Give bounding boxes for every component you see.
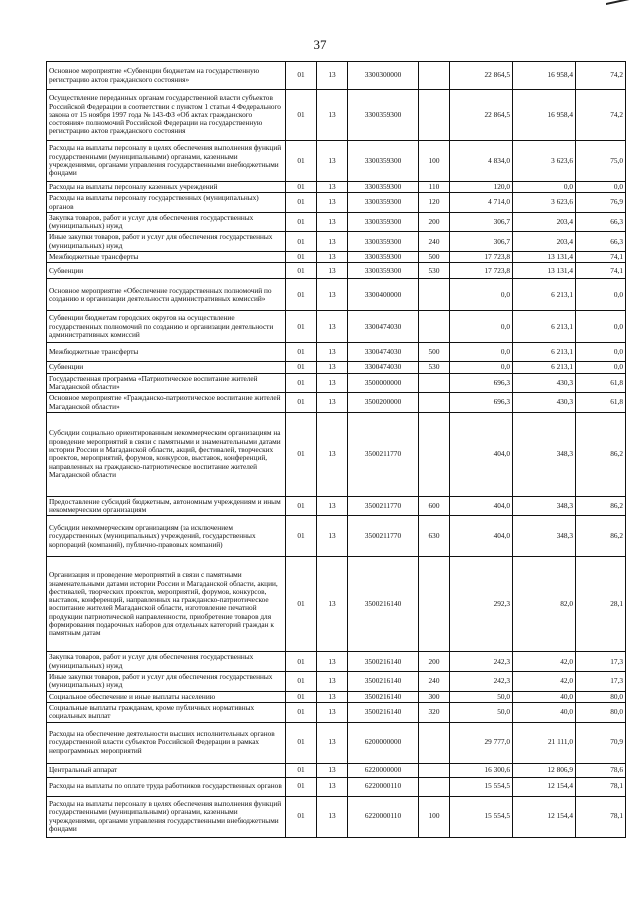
planned-amount: 22 864,5 (450, 90, 513, 141)
table-row (47, 373, 626, 393)
subsection-code: 13 (317, 263, 348, 279)
table-row (47, 652, 626, 672)
target-article-code: 3300300000 (348, 62, 419, 90)
execution-percent: 74,1 (576, 252, 626, 263)
expense-type-code (419, 62, 450, 90)
row-name: Основное мероприятие «Гражданско-патриотическое воспитание жителей Магаданской области» (47, 393, 286, 413)
row-name: Расходы на выплаты персоналу в целях обеспечения выполнения функций государственными (муниципальными) органами, казенными учреждениями, органами управления государственными внебюджетными фондами (47, 141, 286, 182)
section-code: 01 (286, 263, 317, 279)
expense-type-code: 110 (419, 182, 450, 193)
expense-type-code (419, 90, 450, 141)
execution-percent: 75,0 (576, 141, 626, 182)
table-row (47, 232, 626, 252)
target-article-code: 3300400000 (348, 279, 419, 311)
execution-percent: 28,1 (576, 557, 626, 652)
section-code: 01 (286, 62, 317, 90)
planned-amount: 50,0 (450, 691, 513, 702)
row-name: Расходы на выплаты персоналу государственных (муниципальных) органов (47, 193, 286, 213)
expense-type-code: 300 (419, 691, 450, 702)
expense-type-code (419, 373, 450, 393)
subsection-code: 13 (317, 343, 348, 362)
table-row (47, 212, 626, 232)
table-row (47, 777, 626, 796)
expense-type-code: 100 (419, 796, 450, 837)
execution-percent: 66,3 (576, 212, 626, 232)
row-name: Межбюджетные трансферты (47, 343, 286, 362)
subsection-code: 13 (317, 182, 348, 193)
section-code: 01 (286, 252, 317, 263)
table-row (47, 279, 626, 311)
planned-amount: 120,0 (450, 182, 513, 193)
planned-amount: 696,3 (450, 373, 513, 393)
subsection-code: 13 (317, 252, 348, 263)
executed-amount: 6 213,1 (513, 343, 576, 362)
section-code: 01 (286, 193, 317, 213)
expense-type-code: 600 (419, 496, 450, 516)
execution-percent: 74,2 (576, 90, 626, 141)
executed-amount: 12 154,4 (513, 796, 576, 837)
subsection-code: 13 (317, 212, 348, 232)
executed-amount: 0,0 (513, 182, 576, 193)
planned-amount: 242,3 (450, 672, 513, 692)
target-article-code: 3500211770 (348, 496, 419, 516)
execution-percent: 78,6 (576, 763, 626, 777)
table-row (47, 763, 626, 777)
executed-amount: 82,0 (513, 557, 576, 652)
execution-percent: 0,0 (576, 182, 626, 193)
subsection-code: 13 (317, 652, 348, 672)
executed-amount: 430,3 (513, 393, 576, 413)
section-code: 01 (286, 496, 317, 516)
planned-amount: 404,0 (450, 496, 513, 516)
subsection-code: 13 (317, 557, 348, 652)
execution-percent: 0,0 (576, 343, 626, 362)
target-article-code: 3300359300 (348, 232, 419, 252)
target-article-code: 3500216140 (348, 691, 419, 702)
expense-type-code: 630 (419, 516, 450, 557)
section-code: 01 (286, 777, 317, 796)
target-article-code: 3500216140 (348, 702, 419, 722)
section-code: 01 (286, 343, 317, 362)
row-name: Закупка товаров, работ и услуг для обеспечения государственных (муниципальных) нужд (47, 652, 286, 672)
row-name: Организация и проведение мероприятий в связи с памятными знаменательными датами истории России и Магаданской области, акции, фестивалей, творческих проектов, мероприятий, форумов, конкурсов, выставок, конференций, направленных на гражданско-патриотическое воспитание жителей Магаданской области, изготовление печатной продукции патриотической направленности, приобретение товаров для формирования подарочных наборов для отдельных категорий граждан к памятным датам (47, 557, 286, 652)
expense-type-code: 500 (419, 343, 450, 362)
subsection-code: 13 (317, 796, 348, 837)
target-article-code: 6220000110 (348, 777, 419, 796)
expense-type-code (419, 279, 450, 311)
planned-amount: 306,7 (450, 212, 513, 232)
table-row (47, 722, 626, 763)
section-code: 01 (286, 141, 317, 182)
planned-amount: 292,3 (450, 557, 513, 652)
row-name: Расходы на выплаты персоналу в целях обеспечения выполнения функций государственными (муниципальными) органами, казенными учреждениями, органами управления государственными внебюджетными фондами (47, 796, 286, 837)
table-row (47, 193, 626, 213)
table-row (47, 343, 626, 362)
row-name: Расходы на обеспечение деятельности высших исполнительных органов государственной власти субъектов Российской Федерации в рамках непрограммных мероприятий (47, 722, 286, 763)
section-code: 01 (286, 557, 317, 652)
row-name: Государственная программа «Патриотическое воспитание жителей Магаданской области» (47, 373, 286, 393)
section-code: 01 (286, 796, 317, 837)
section-code: 01 (286, 311, 317, 343)
target-article-code: 3500211770 (348, 412, 419, 496)
table-row (47, 141, 626, 182)
row-name: Центральный аппарат (47, 763, 286, 777)
table-row (47, 362, 626, 373)
execution-percent: 66,3 (576, 232, 626, 252)
subsection-code: 13 (317, 722, 348, 763)
target-article-code: 3300474030 (348, 311, 419, 343)
subsection-code: 13 (317, 141, 348, 182)
planned-amount: 242,3 (450, 652, 513, 672)
planned-amount: 22 864,5 (450, 62, 513, 90)
planned-amount: 0,0 (450, 362, 513, 373)
section-code: 01 (286, 212, 317, 232)
planned-amount: 15 554,5 (450, 796, 513, 837)
target-article-code: 3500216140 (348, 672, 419, 692)
subsection-code: 13 (317, 763, 348, 777)
expense-type-code (419, 412, 450, 496)
table-row (47, 672, 626, 692)
section-code: 01 (286, 763, 317, 777)
planned-amount: 15 554,5 (450, 777, 513, 796)
target-article-code: 3300474030 (348, 362, 419, 373)
section-code: 01 (286, 516, 317, 557)
executed-amount: 348,3 (513, 516, 576, 557)
row-name: Иные закупки товаров, работ и услуг для обеспечения государственных (муниципальных) нужд (47, 232, 286, 252)
row-name: Осуществление переданных органам государственной власти субъектов Российской Федерации в соответствии с пунктом 1 статьи 4 Федерального закона от 15 ноября 1997 года № 143-ФЗ «Об актах гражданского состояния» полномочий Российской Федерации на государственную регистрацию актов гражданского состояния (47, 90, 286, 141)
row-name: Субвенции бюджетам городских округов на осуществление государственных полномочий по созданию и организации деятельности административных комиссий (47, 311, 286, 343)
table-row (47, 263, 626, 279)
planned-amount: 404,0 (450, 516, 513, 557)
executed-amount: 21 111,0 (513, 722, 576, 763)
planned-amount: 404,0 (450, 412, 513, 496)
table-row (47, 557, 626, 652)
executed-amount: 430,3 (513, 373, 576, 393)
section-code: 01 (286, 232, 317, 252)
row-name: Расходы на выплаты по оплате труда работников государственных органов (47, 777, 286, 796)
target-article-code: 3300359300 (348, 90, 419, 141)
subsection-code: 13 (317, 393, 348, 413)
executed-amount: 12 154,4 (513, 777, 576, 796)
target-article-code: 3500200000 (348, 393, 419, 413)
executed-amount: 3 623,6 (513, 141, 576, 182)
row-name: Субвенции (47, 263, 286, 279)
executed-amount: 13 131,4 (513, 252, 576, 263)
expense-type-code: 120 (419, 193, 450, 213)
section-code: 01 (286, 652, 317, 672)
executed-amount: 42,0 (513, 652, 576, 672)
execution-percent: 0,0 (576, 311, 626, 343)
scan-corner-mark (606, 0, 634, 15)
execution-percent: 61,8 (576, 393, 626, 413)
subsection-code: 13 (317, 516, 348, 557)
table-row (47, 393, 626, 413)
execution-percent: 80,0 (576, 702, 626, 722)
subsection-code: 13 (317, 373, 348, 393)
section-code: 01 (286, 702, 317, 722)
execution-percent: 86,2 (576, 516, 626, 557)
expense-type-code: 530 (419, 263, 450, 279)
expense-type-code (419, 777, 450, 796)
planned-amount: 29 777,0 (450, 722, 513, 763)
target-article-code: 3500216140 (348, 557, 419, 652)
planned-amount: 16 300,6 (450, 763, 513, 777)
expense-type-code (419, 722, 450, 763)
execution-percent: 17,3 (576, 672, 626, 692)
expense-type-code (419, 393, 450, 413)
subsection-code: 13 (317, 691, 348, 702)
row-name: Социальные выплаты гражданам, кроме публичных нормативных социальных выплат (47, 702, 286, 722)
executed-amount: 13 131,4 (513, 263, 576, 279)
target-article-code: 3300359300 (348, 182, 419, 193)
expense-type-code (419, 557, 450, 652)
expense-type-code: 200 (419, 652, 450, 672)
section-code: 01 (286, 672, 317, 692)
expense-type-code (419, 311, 450, 343)
page-number: 37 (313, 37, 327, 52)
execution-percent: 86,2 (576, 412, 626, 496)
executed-amount: 40,0 (513, 691, 576, 702)
row-name: Социальное обеспечение и иные выплаты населению (47, 691, 286, 702)
target-article-code: 3500211770 (348, 516, 419, 557)
subsection-code: 13 (317, 777, 348, 796)
planned-amount: 0,0 (450, 311, 513, 343)
row-name: Субсидии некоммерческим организациям (за исключением государственных (муниципальных) учреждений, государственных корпораций (компаний), публично-правовых компаний) (47, 516, 286, 557)
executed-amount: 6 213,1 (513, 362, 576, 373)
table-row (47, 516, 626, 557)
executed-amount: 6 213,1 (513, 279, 576, 311)
target-article-code: 3300359300 (348, 252, 419, 263)
table-row (47, 702, 626, 722)
expense-type-code (419, 763, 450, 777)
table-row (47, 62, 626, 90)
target-article-code: 6220000110 (348, 796, 419, 837)
table-row (47, 691, 626, 702)
row-name: Субвенции (47, 362, 286, 373)
expense-type-code: 200 (419, 212, 450, 232)
expense-type-code: 240 (419, 672, 450, 692)
execution-percent: 74,1 (576, 263, 626, 279)
planned-amount: 17 723,8 (450, 252, 513, 263)
row-name: Основное мероприятие «Обеспечение государственных полномочий по созданию и организации деятельности административных комиссий» (47, 279, 286, 311)
row-name: Субсидии социально ориентированным некоммерческим организациям на проведение мероприятий в связи с памятными и знаменательными датами истории России и Магаданской области, акций, фестивалей, творческих проектов, мероприятий, форумов, конкурсов, выставок, конференций, направленных на гражданско-патриотическое воспитание жителей Магаданской области (47, 412, 286, 496)
section-code: 01 (286, 373, 317, 393)
subsection-code: 13 (317, 311, 348, 343)
target-article-code: 6200000000 (348, 722, 419, 763)
execution-percent: 78,1 (576, 796, 626, 837)
subsection-code: 13 (317, 62, 348, 90)
execution-percent: 0,0 (576, 362, 626, 373)
subsection-code: 13 (317, 702, 348, 722)
row-name: Основное мероприятие «Субвенции бюджетам на государственную регистрацию актов гражданского состояния» (47, 62, 286, 90)
target-article-code: 3300359300 (348, 193, 419, 213)
subsection-code: 13 (317, 362, 348, 373)
execution-percent: 80,0 (576, 691, 626, 702)
section-code: 01 (286, 279, 317, 311)
planned-amount: 0,0 (450, 343, 513, 362)
subsection-code: 13 (317, 193, 348, 213)
row-name: Межбюджетные трансферты (47, 252, 286, 263)
table-row (47, 412, 626, 496)
subsection-code: 13 (317, 90, 348, 141)
section-code: 01 (286, 412, 317, 496)
planned-amount: 4 714,0 (450, 193, 513, 213)
table-row (47, 182, 626, 193)
planned-amount: 4 834,0 (450, 141, 513, 182)
execution-percent: 61,8 (576, 373, 626, 393)
executed-amount: 348,3 (513, 496, 576, 516)
target-article-code: 3300359300 (348, 141, 419, 182)
row-name: Иные закупки товаров, работ и услуг для обеспечения государственных (муниципальных) нужд (47, 672, 286, 692)
executed-amount: 6 213,1 (513, 311, 576, 343)
table-row (47, 90, 626, 141)
budget-table-body (47, 62, 626, 838)
expense-type-code: 240 (419, 232, 450, 252)
executed-amount: 348,3 (513, 412, 576, 496)
planned-amount: 50,0 (450, 702, 513, 722)
section-code: 01 (286, 362, 317, 373)
target-article-code: 3300474030 (348, 343, 419, 362)
target-article-code: 3500000000 (348, 373, 419, 393)
execution-percent: 74,2 (576, 62, 626, 90)
executed-amount: 203,4 (513, 232, 576, 252)
table-row (47, 252, 626, 263)
section-code: 01 (286, 691, 317, 702)
section-code: 01 (286, 393, 317, 413)
executed-amount: 16 958,4 (513, 62, 576, 90)
target-article-code: 3300359300 (348, 212, 419, 232)
execution-percent: 0,0 (576, 279, 626, 311)
executed-amount: 42,0 (513, 672, 576, 692)
executed-amount: 16 958,4 (513, 90, 576, 141)
subsection-code: 13 (317, 279, 348, 311)
expense-type-code: 320 (419, 702, 450, 722)
section-code: 01 (286, 90, 317, 141)
planned-amount: 696,3 (450, 393, 513, 413)
subsection-code: 13 (317, 232, 348, 252)
expense-type-code: 530 (419, 362, 450, 373)
subsection-code: 13 (317, 672, 348, 692)
planned-amount: 0,0 (450, 279, 513, 311)
execution-percent: 76,9 (576, 193, 626, 213)
target-article-code: 6220000000 (348, 763, 419, 777)
execution-percent: 70,9 (576, 722, 626, 763)
target-article-code: 3300359300 (348, 263, 419, 279)
executed-amount: 3 623,6 (513, 193, 576, 213)
executed-amount: 203,4 (513, 212, 576, 232)
execution-percent: 17,3 (576, 652, 626, 672)
section-code: 01 (286, 722, 317, 763)
subsection-code: 13 (317, 412, 348, 496)
row-name: Предоставление субсидий бюджетным, автономным учреждениям и иным некоммерческим организациям (47, 496, 286, 516)
executed-amount: 12 806,9 (513, 763, 576, 777)
execution-percent: 78,1 (576, 777, 626, 796)
section-code: 01 (286, 182, 317, 193)
planned-amount: 306,7 (450, 232, 513, 252)
executed-amount: 40,0 (513, 702, 576, 722)
table-row (47, 496, 626, 516)
table-row (47, 311, 626, 343)
subsection-code: 13 (317, 496, 348, 516)
row-name: Расходы на выплаты персоналу казенных учреждений (47, 182, 286, 193)
expense-type-code: 500 (419, 252, 450, 263)
target-article-code: 3500216140 (348, 652, 419, 672)
table-row (47, 796, 626, 837)
execution-percent: 86,2 (576, 496, 626, 516)
expense-type-code: 100 (419, 141, 450, 182)
row-name: Закупка товаров, работ и услуг для обеспечения государственных (муниципальных) нужд (47, 212, 286, 232)
budget-table (46, 61, 626, 838)
planned-amount: 17 723,8 (450, 263, 513, 279)
